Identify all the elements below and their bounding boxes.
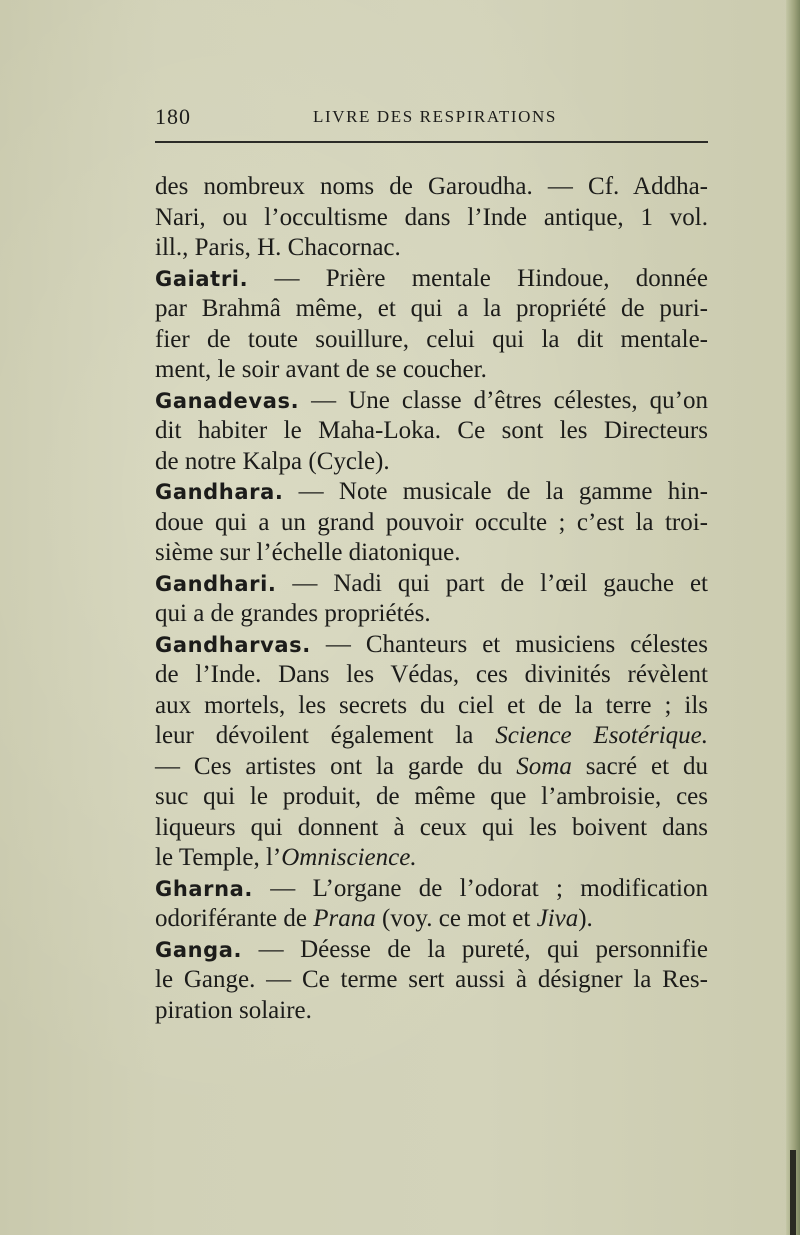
entry-gandhari: [155, 569, 708, 600]
italic-term: Science Esotérique.: [495, 722, 708, 749]
text-line: sième sur l’échelle diatonique.: [155, 539, 461, 566]
text-line: des nombreux noms de Garoudha. — Cf. Addha-: [155, 173, 708, 200]
page-edge-shadow: [786, 0, 800, 1235]
entry-term: Gandharvas.: [155, 632, 311, 657]
page-number: 180: [155, 104, 191, 129]
text-line: piration solaire.: [155, 996, 312, 1024]
text-line: ill., Paris, H. Chacornac.: [155, 234, 401, 261]
text-line: de l’Inde. Dans les Védas, ces divinités révèlent: [155, 661, 708, 688]
text-run: ).: [578, 905, 593, 932]
italic-term: Prana: [313, 905, 376, 932]
text-line: de notre Kalpa (Cycle).: [155, 447, 390, 475]
text-line: ment, le soir avant de se coucher.: [155, 356, 487, 383]
entry-text: — Note musicale de la gamme hin-: [283, 478, 708, 505]
text-line: le Gange. — Ce terme sert aussi à désigner la Res-: [155, 966, 708, 993]
glossary-text: [155, 172, 708, 1026]
text-line: Nari, ou l’occultisme dans l’Inde antique, 1 vol.: [155, 203, 708, 231]
text-line: suc qui le produit, de même que l’ambroisie, ces: [155, 783, 708, 810]
entry-ganga: [155, 935, 708, 966]
page-edge-mark: [790, 1150, 796, 1235]
entry-text: — Nadi qui part de l’œil gauche et: [276, 569, 708, 597]
text-line: aux mortels, les secrets du ciel et de la terre ; ils: [155, 691, 708, 719]
text-run: leur dévoilent également la: [155, 722, 496, 749]
text-run: (voy. ce mot et: [375, 905, 537, 932]
text-line: fier de toute souillure, celui qui la dit mentale-: [155, 325, 708, 353]
entry-term: Gaiatri.: [155, 266, 249, 291]
header-rule: [155, 141, 708, 143]
running-title: LIVRE DES RESPIRATIONS: [313, 107, 557, 126]
entry-term: Gandhari.: [155, 571, 277, 596]
text-line: dit habiter le Maha-Loka. Ce sont les Directeurs: [155, 417, 708, 444]
text-run: le Temple, l’: [155, 844, 282, 871]
text-line: liqueurs qui donnent à ceux qui les boivent dans: [155, 813, 708, 841]
italic-term: Omniscience.: [281, 844, 417, 871]
entry-gaiatri: [155, 264, 708, 295]
entry-text: — Une classe d’êtres célestes, qu’on: [299, 386, 708, 414]
text-line: qui a de grandes propriétés.: [155, 600, 431, 627]
text-line: [155, 752, 708, 783]
text-line: par Brahmâ même, et qui a la propriété de puri-: [155, 295, 708, 322]
text-line: [155, 843, 708, 874]
entry-term: Ganga.: [155, 937, 243, 962]
entry-gandhara: [155, 477, 708, 508]
text-run: odoriférante de: [155, 905, 314, 932]
text-line: [155, 904, 708, 935]
text-line: doue qui a un grand pouvoir occulte ; c’est la troi-: [155, 508, 708, 536]
entry-term: Gharna.: [155, 876, 254, 901]
text-line: [155, 721, 708, 752]
entry-ganadevas: [155, 386, 708, 417]
entry-term: Gandhara.: [155, 480, 284, 504]
entry-gandharvas: [155, 630, 708, 661]
entry-text: — Chanteurs et musiciens célestes: [310, 630, 708, 658]
text-run: — Ces artistes ont la garde du: [155, 752, 517, 780]
page-header: [155, 104, 708, 134]
entry-gharna: [155, 874, 708, 905]
entry-text: — Prière mentale Hindoue, donnée: [248, 264, 708, 292]
italic-term: Jiva: [536, 905, 579, 932]
italic-term: Soma: [516, 752, 572, 780]
entry-text: — Déesse de la pureté, qui personnifie: [242, 935, 708, 963]
entry-term: Ganadevas.: [155, 388, 300, 413]
text-run: sacré et du: [571, 752, 708, 780]
entry-text: — L’organe de l’odorat ; modification: [253, 874, 708, 902]
